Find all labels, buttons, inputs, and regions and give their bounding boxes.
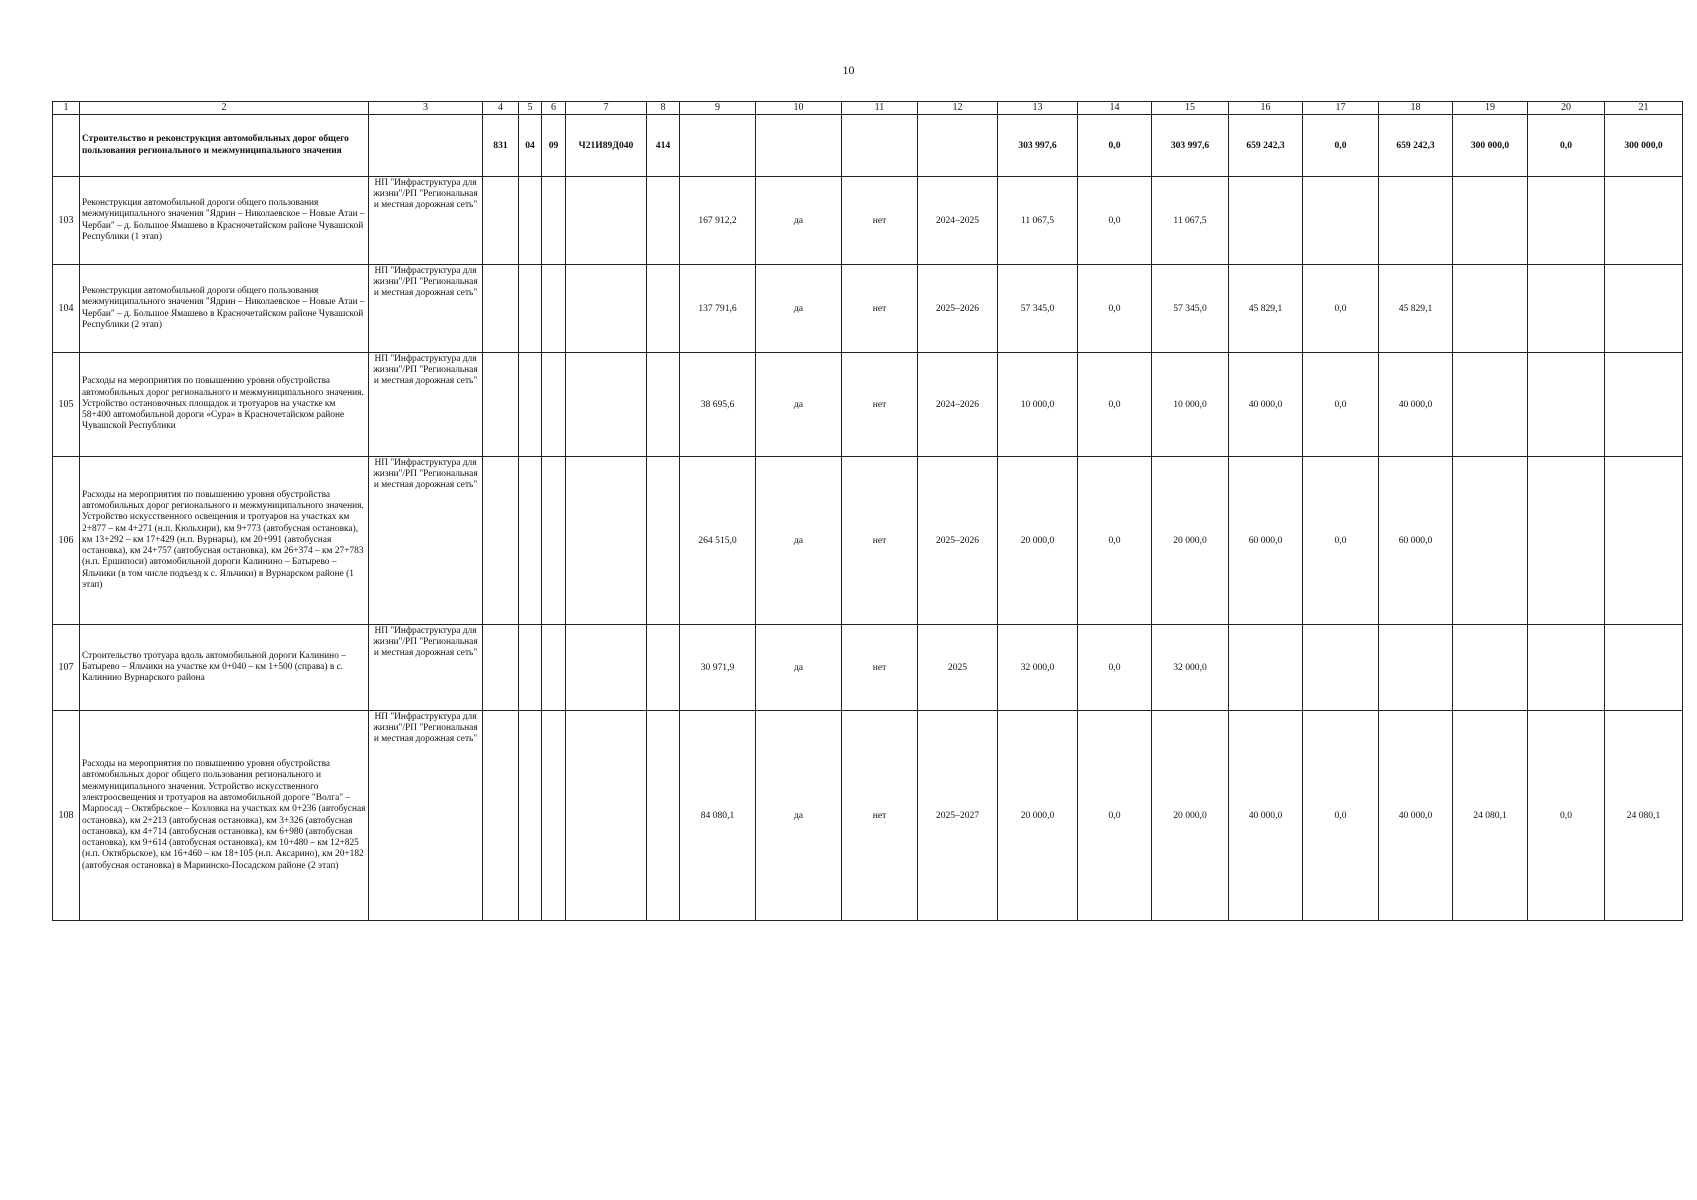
col-header-1: 1 xyxy=(53,102,80,115)
col-header-5: 5 xyxy=(519,102,542,115)
cell-c21: 300 000,0 xyxy=(1605,115,1683,177)
cell-c18 xyxy=(1379,177,1453,265)
cell-c10: да xyxy=(756,625,842,711)
cell-c16: 40 000,0 xyxy=(1229,711,1303,921)
cell-c11: нет xyxy=(842,711,918,921)
cell-c18 xyxy=(1379,625,1453,711)
cell-c14: 0,0 xyxy=(1078,711,1152,921)
cell-c19 xyxy=(1453,177,1528,265)
cell-c19: 300 000,0 xyxy=(1453,115,1528,177)
col-header-14: 14 xyxy=(1078,102,1152,115)
cell-c15: 20 000,0 xyxy=(1152,457,1229,625)
cell-c20: 0,0 xyxy=(1528,115,1605,177)
cell-c8: 414 xyxy=(647,115,680,177)
cell-c5 xyxy=(519,353,542,457)
col-header-16: 16 xyxy=(1229,102,1303,115)
cell-c7 xyxy=(566,177,647,265)
cell-c18: 45 829,1 xyxy=(1379,265,1453,353)
cell-c17 xyxy=(1303,625,1379,711)
table-row xyxy=(53,457,1683,625)
cell-c5 xyxy=(519,177,542,265)
cell-c12: 2024–2026 xyxy=(918,353,998,457)
cell-c13: 32 000,0 xyxy=(998,625,1078,711)
cell-c6 xyxy=(542,353,566,457)
cell-c18: 659 242,3 xyxy=(1379,115,1453,177)
cell-c11: нет xyxy=(842,177,918,265)
cell-c7 xyxy=(566,625,647,711)
cell-c16: 60 000,0 xyxy=(1229,457,1303,625)
cell-c21 xyxy=(1605,457,1683,625)
cell-c17: 0,0 xyxy=(1303,711,1379,921)
cell-c12 xyxy=(918,115,998,177)
cell-name: Расходы на мероприятия по повышению уровня обустройства автомобильных дорог регионального и межмуниципального значения. Устройство остановочных площадок и тротуаров на участке км 58+400 автомобильной дороги «Сура» в Красночетайском районе Чувашской Республики xyxy=(80,353,369,457)
column-number-row xyxy=(53,102,1683,115)
col-header-18: 18 xyxy=(1379,102,1453,115)
cell-executor: НП "Инфраструктура для жизни"/РП "Региональная и местная дорожная сеть" xyxy=(369,457,483,625)
cell-c5 xyxy=(519,265,542,353)
table-header xyxy=(53,102,1683,115)
cell-c8 xyxy=(647,711,680,921)
col-header-3: 3 xyxy=(369,102,483,115)
cell-c5 xyxy=(519,457,542,625)
cell-c4 xyxy=(483,177,519,265)
col-header-8: 8 xyxy=(647,102,680,115)
cell-no xyxy=(53,115,80,177)
cell-c20 xyxy=(1528,265,1605,353)
cell-c11: нет xyxy=(842,457,918,625)
cell-c9 xyxy=(680,115,756,177)
cell-c10: да xyxy=(756,177,842,265)
cell-c9: 137 791,6 xyxy=(680,265,756,353)
cell-name: Реконструкция автомобильной дороги общего пользования межмуниципального значения "Ядрин – Николаевское – Новые Атаи – Чербаи" – д. Большое Ямашево в Красночетайском районе Чувашской Республики (2 этап) xyxy=(80,265,369,353)
cell-no: 103 xyxy=(53,177,80,265)
cell-c13: 11 067,5 xyxy=(998,177,1078,265)
cell-c5: 04 xyxy=(519,115,542,177)
cell-c13: 303 997,6 xyxy=(998,115,1078,177)
cell-c17 xyxy=(1303,177,1379,265)
cell-c9: 167 912,2 xyxy=(680,177,756,265)
cell-c20: 0,0 xyxy=(1528,711,1605,921)
col-header-12: 12 xyxy=(918,102,998,115)
page-number: 10 xyxy=(842,63,855,77)
cell-c11 xyxy=(842,115,918,177)
cell-c12: 2025–2026 xyxy=(918,457,998,625)
cell-c7 xyxy=(566,457,647,625)
cell-c21: 24 080,1 xyxy=(1605,711,1683,921)
cell-c14: 0,0 xyxy=(1078,115,1152,177)
cell-c13: 57 345,0 xyxy=(998,265,1078,353)
cell-no: 108 xyxy=(53,711,80,921)
cell-c18: 40 000,0 xyxy=(1379,353,1453,457)
cell-c11: нет xyxy=(842,353,918,457)
cell-c6 xyxy=(542,177,566,265)
cell-c6: 09 xyxy=(542,115,566,177)
table-row xyxy=(53,625,1683,711)
cell-c7 xyxy=(566,353,647,457)
cell-c7: Ч21И89Д040 xyxy=(566,115,647,177)
cell-c16: 659 242,3 xyxy=(1229,115,1303,177)
cell-c12: 2025 xyxy=(918,625,998,711)
cell-c20 xyxy=(1528,353,1605,457)
cell-executor: НП "Инфраструктура для жизни"/РП "Региональная и местная дорожная сеть" xyxy=(369,177,483,265)
cell-c4 xyxy=(483,457,519,625)
cell-c19 xyxy=(1453,265,1528,353)
cell-c18: 40 000,0 xyxy=(1379,711,1453,921)
cell-c13: 20 000,0 xyxy=(998,711,1078,921)
cell-c10 xyxy=(756,115,842,177)
cell-c6 xyxy=(542,457,566,625)
cell-c14: 0,0 xyxy=(1078,265,1152,353)
cell-c6 xyxy=(542,265,566,353)
cell-c17: 0,0 xyxy=(1303,265,1379,353)
cell-no: 106 xyxy=(53,457,80,625)
cell-c9: 38 695,6 xyxy=(680,353,756,457)
cell-c12: 2025–2027 xyxy=(918,711,998,921)
col-header-21: 21 xyxy=(1605,102,1683,115)
cell-executor: НП "Инфраструктура для жизни"/РП "Региональная и местная дорожная сеть" xyxy=(369,353,483,457)
cell-executor xyxy=(369,115,483,177)
cell-c15: 10 000,0 xyxy=(1152,353,1229,457)
cell-c11: нет xyxy=(842,265,918,353)
cell-c5 xyxy=(519,625,542,711)
cell-c10: да xyxy=(756,353,842,457)
cell-c10: да xyxy=(756,457,842,625)
total-row xyxy=(53,115,1683,177)
cell-c4 xyxy=(483,711,519,921)
cell-name: Расходы на мероприятия по повышению уровня обустройства автомобильных дорог общего пользования регионального и межмуниципального значения. Устройство искусственного электроосвещения и тротуаров на автомобильной дороге "Волга" – Марпосад – Октябрьское – Козловка на участках км 0+236 (автобусная остановка), км 2+213 (автобусная остановка), км 3+326 (автобусная остановка), км 4+714 (автобусная остановка), км 6+980 (автобусная остановка), км 9+614 (автобусная остановка), км 10+480 – км 12+825 (н.п. Октябрьское), км 16+460 – км 18+105 (н.п. Аксарино), км 20+182 (автобусная остановка) в Мариинско-Посадском районе (2 этап) xyxy=(80,711,369,921)
cell-c8 xyxy=(647,353,680,457)
cell-c15: 303 997,6 xyxy=(1152,115,1229,177)
cell-executor: НП "Инфраструктура для жизни"/РП "Региональная и местная дорожная сеть" xyxy=(369,711,483,921)
col-header-9: 9 xyxy=(680,102,756,115)
table-row xyxy=(53,177,1683,265)
cell-no: 107 xyxy=(53,625,80,711)
cell-c18: 60 000,0 xyxy=(1379,457,1453,625)
cell-c6 xyxy=(542,625,566,711)
table-row xyxy=(53,711,1683,921)
cell-c20 xyxy=(1528,625,1605,711)
cell-c14: 0,0 xyxy=(1078,177,1152,265)
cell-c17: 0,0 xyxy=(1303,353,1379,457)
cell-c14: 0,0 xyxy=(1078,457,1152,625)
cell-c15: 32 000,0 xyxy=(1152,625,1229,711)
cell-c14: 0,0 xyxy=(1078,625,1152,711)
cell-c19 xyxy=(1453,457,1528,625)
cell-c19 xyxy=(1453,353,1528,457)
cell-c17: 0,0 xyxy=(1303,457,1379,625)
cell-c16 xyxy=(1229,177,1303,265)
col-header-11: 11 xyxy=(842,102,918,115)
cell-c7 xyxy=(566,711,647,921)
cell-executor: НП "Инфраструктура для жизни"/РП "Региональная и местная дорожная сеть" xyxy=(369,265,483,353)
col-header-17: 17 xyxy=(1303,102,1379,115)
cell-name: Строительство тротуара вдоль автомобильной дороги Калинино – Батырево – Яльчики на участке км 0+040 – км 1+500 (справа) в с. Калинино Вурнарского района xyxy=(80,625,369,711)
cell-name: Строительство и реконструкция автомобильных дорог общего пользования регионального и межмуниципального значения xyxy=(80,115,369,177)
cell-c14: 0,0 xyxy=(1078,353,1152,457)
cell-c21 xyxy=(1605,177,1683,265)
cell-c13: 10 000,0 xyxy=(998,353,1078,457)
cell-c4: 831 xyxy=(483,115,519,177)
cell-name: Расходы на мероприятия по повышению уровня обустройства автомобильных дорог регионального и межмуниципального значения. Устройство искусственного освещения и тротуаров на участках км 2+877 – км 4+271 (н.п. Кюльхири), км 9+773 (автобусная остановка), км 13+292 – км 17+429 (н.п. Вурнары), км 20+991 (автобусная остановка), км 24+757 (автобусная остановка), км 26+374 – км 27+783 (н.п. Ершипоси) автомобильной дороги Калинино – Батырево – Яльчики (в том числе подъезд к с. Яльчики) в Вурнарском районе (1 этап) xyxy=(80,457,369,625)
cell-c4 xyxy=(483,625,519,711)
cell-c15: 20 000,0 xyxy=(1152,711,1229,921)
cell-name: Реконструкция автомобильной дороги общего пользования межмуниципального значения "Ядрин – Николаевское – Новые Атаи – Чербаи" – д. Большое Ямашево в Красночетайском районе Чувашской Республики (1 этап) xyxy=(80,177,369,265)
cell-c11: нет xyxy=(842,625,918,711)
budget-table xyxy=(52,101,1683,921)
col-header-6: 6 xyxy=(542,102,566,115)
table-body xyxy=(53,115,1683,921)
cell-c8 xyxy=(647,177,680,265)
cell-c8 xyxy=(647,265,680,353)
cell-c21 xyxy=(1605,625,1683,711)
cell-c6 xyxy=(542,711,566,921)
cell-no: 105 xyxy=(53,353,80,457)
col-header-15: 15 xyxy=(1152,102,1229,115)
cell-c9: 264 515,0 xyxy=(680,457,756,625)
cell-c15: 57 345,0 xyxy=(1152,265,1229,353)
col-header-7: 7 xyxy=(566,102,647,115)
cell-c19: 24 080,1 xyxy=(1453,711,1528,921)
cell-c20 xyxy=(1528,177,1605,265)
cell-c7 xyxy=(566,265,647,353)
col-header-13: 13 xyxy=(998,102,1078,115)
cell-c12: 2024–2025 xyxy=(918,177,998,265)
col-header-4: 4 xyxy=(483,102,519,115)
cell-c16: 40 000,0 xyxy=(1229,353,1303,457)
cell-c8 xyxy=(647,457,680,625)
cell-c4 xyxy=(483,265,519,353)
col-header-20: 20 xyxy=(1528,102,1605,115)
cell-c4 xyxy=(483,353,519,457)
cell-c10: да xyxy=(756,265,842,353)
cell-c10: да xyxy=(756,711,842,921)
cell-c20 xyxy=(1528,457,1605,625)
cell-c5 xyxy=(519,711,542,921)
cell-c16: 45 829,1 xyxy=(1229,265,1303,353)
cell-c21 xyxy=(1605,265,1683,353)
col-header-2: 2 xyxy=(80,102,369,115)
cell-c12: 2025–2026 xyxy=(918,265,998,353)
cell-c17: 0,0 xyxy=(1303,115,1379,177)
cell-no: 104 xyxy=(53,265,80,353)
cell-executor: НП "Инфраструктура для жизни"/РП "Региональная и местная дорожная сеть" xyxy=(369,625,483,711)
cell-c21 xyxy=(1605,353,1683,457)
cell-c19 xyxy=(1453,625,1528,711)
cell-c9: 84 080,1 xyxy=(680,711,756,921)
col-header-19: 19 xyxy=(1453,102,1528,115)
cell-c8 xyxy=(647,625,680,711)
cell-c13: 20 000,0 xyxy=(998,457,1078,625)
cell-c9: 30 971,9 xyxy=(680,625,756,711)
table-row xyxy=(53,265,1683,353)
col-header-10: 10 xyxy=(756,102,842,115)
table-row xyxy=(53,353,1683,457)
cell-c15: 11 067,5 xyxy=(1152,177,1229,265)
cell-c16 xyxy=(1229,625,1303,711)
